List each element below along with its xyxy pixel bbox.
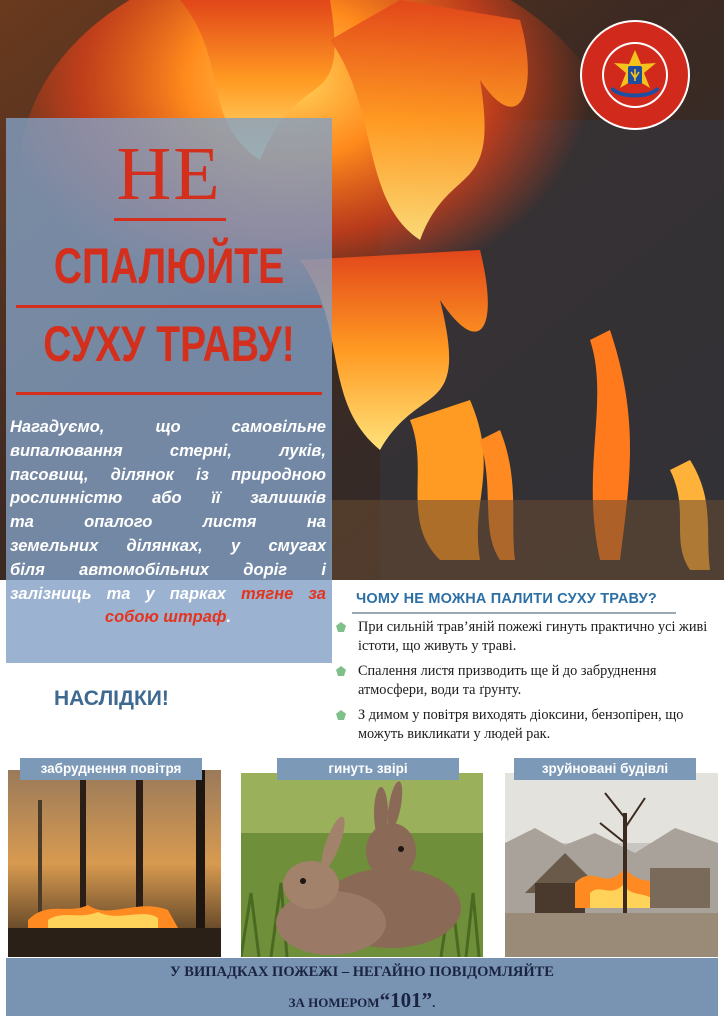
reminder-line: земельних ділянках, у смугах xyxy=(10,536,326,555)
headline-divider xyxy=(16,392,322,395)
reminder-line: рослинністю або її залишків xyxy=(10,489,326,508)
reminder-text xyxy=(10,416,326,630)
why-list xyxy=(336,618,708,750)
reminder-line xyxy=(10,583,326,607)
reminder-line: біля автомобільних доріг і xyxy=(10,560,326,579)
emergency-footer xyxy=(6,958,718,1016)
fine-highlight: собою штраф xyxy=(104,608,227,627)
consequences-title: НАСЛІДКИ! xyxy=(54,687,169,710)
pentagon-bullet-icon xyxy=(336,666,346,676)
why-item xyxy=(336,618,708,656)
headline-line2: СПАЛЮЙТЕ xyxy=(53,238,285,294)
reminder-line xyxy=(10,606,326,630)
caption-air-pollution: забруднення повітря xyxy=(20,758,202,780)
caption-animals: гинуть звірі xyxy=(277,758,459,780)
why-title: ЧОМУ НЕ МОЖНА ПАЛИТИ СУХУ ТРАВУ? xyxy=(356,591,657,607)
headline-panel xyxy=(6,118,332,663)
headline-divider xyxy=(114,218,226,221)
photo-destroyed-buildings xyxy=(505,773,718,957)
fine-highlight: тягне за xyxy=(241,584,326,603)
footer-prefix: ЗА НОМЕРОМ xyxy=(288,995,380,1010)
why-item-text: Спалення листя призводить ще й до забруднення атмосфери, води та ґрунту. xyxy=(358,663,657,698)
why-item xyxy=(336,706,708,744)
why-item xyxy=(336,662,708,700)
reminder-text-part: . xyxy=(226,608,232,627)
pentagon-bullet-icon xyxy=(336,710,346,720)
footer-line2 xyxy=(6,988,718,1013)
reminder-line: пасовищ, ділянок із природною xyxy=(10,465,326,484)
caption-destroyed-buildings: зруйновані будівлі xyxy=(514,758,696,780)
reminder-line: та опалого листя на xyxy=(10,513,326,532)
ses-emblem xyxy=(578,18,692,132)
photo-animals xyxy=(241,773,483,957)
photo-air-pollution xyxy=(8,770,221,957)
footer-suffix: . xyxy=(432,995,436,1010)
reminder-text-part: залізниць та у парках xyxy=(10,584,242,603)
reminder-line: випалювання стерні, луків, xyxy=(10,441,326,460)
reminder-line: Нагадуємо, що самовільне xyxy=(10,418,326,436)
why-item-text: При сильній трав’яній пожежі гинуть практично усі живі істоти, що живуть у траві. xyxy=(358,619,708,654)
headline-divider xyxy=(16,305,322,308)
headline-line3: СУХУ ТРАВУ! xyxy=(43,316,295,372)
headline-ne: НЕ xyxy=(116,132,222,216)
emergency-number: “101” xyxy=(379,988,433,1012)
why-item-text: З димом у повітря виходять діоксини, бензопірен, що можуть викликати у людей рак. xyxy=(358,707,684,742)
pentagon-bullet-icon xyxy=(336,622,346,632)
why-underline xyxy=(352,612,676,614)
footer-line1: У ВИПАДКАХ ПОЖЕЖІ – НЕГАЙНО ПОВІДОМЛЯЙТЕ xyxy=(170,964,554,980)
